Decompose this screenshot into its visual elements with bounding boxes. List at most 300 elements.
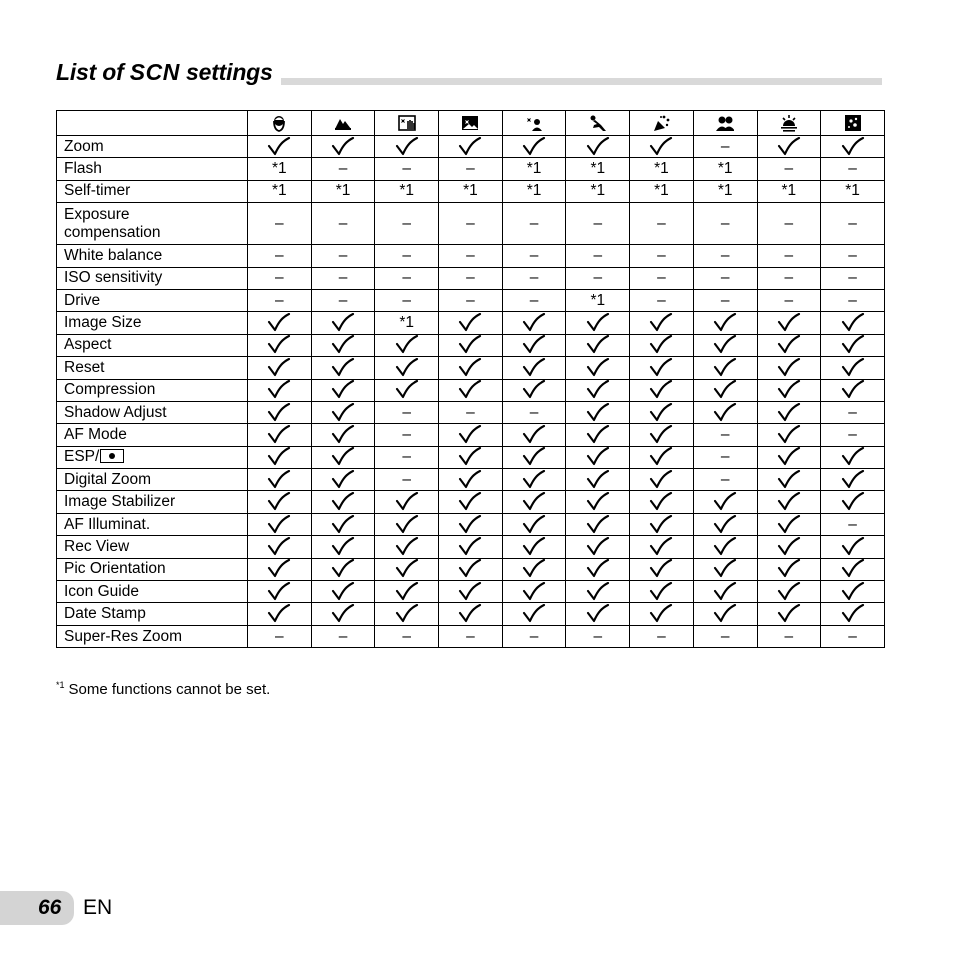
row-label-text: Digital Zoom: [64, 470, 151, 488]
checkmark-icon: [777, 470, 801, 490]
dash-value: –: [720, 269, 730, 287]
checkmark-icon: [586, 313, 610, 333]
dash-value: –: [848, 425, 857, 443]
checkmark-icon: [777, 335, 801, 355]
value-cell: [439, 513, 503, 535]
dash-value: –: [593, 246, 603, 264]
value-cell: [502, 401, 566, 423]
mode-header-cell: [439, 111, 503, 136]
value-cell: [821, 424, 885, 446]
dash-value: –: [657, 214, 666, 232]
row-label-text: Aspect: [64, 336, 112, 354]
value-cell: [502, 136, 566, 158]
value-cell: [757, 581, 821, 603]
checkmark-icon: [331, 470, 355, 490]
checkmark-icon: [395, 537, 419, 557]
checkmark-icon: [777, 313, 801, 333]
dash-value: –: [593, 627, 603, 645]
value-cell: [375, 581, 439, 603]
value-cell: [311, 536, 375, 558]
dash-value: –: [529, 403, 539, 421]
dash-value: –: [720, 448, 730, 466]
title-prefix: List of: [56, 59, 130, 85]
footnote-value: *1: [654, 182, 669, 200]
value-cell: [439, 581, 503, 603]
value-cell: [630, 267, 694, 289]
value-cell: [311, 558, 375, 580]
row-label: [57, 357, 248, 379]
checkmark-icon: [586, 470, 610, 490]
table-row: [57, 267, 885, 289]
checkmark-icon: [586, 137, 610, 157]
value-cell: [630, 136, 694, 158]
value-cell: [821, 536, 885, 558]
checkmark-icon: [458, 582, 482, 602]
value-cell: [821, 491, 885, 513]
checkmark-icon: [841, 335, 865, 355]
table-row: [57, 558, 885, 580]
value-cell: [439, 180, 503, 202]
table-header-row: [57, 111, 885, 136]
value-cell: [693, 536, 757, 558]
portrait-icon: [270, 114, 288, 132]
checkmark-icon: [458, 358, 482, 378]
table-row: [57, 136, 885, 158]
checkmark-icon: [649, 515, 673, 535]
value-cell: [630, 289, 694, 311]
value-cell: [375, 469, 439, 491]
value-cell: [757, 267, 821, 289]
value-cell: [630, 401, 694, 423]
checkmark-icon: [777, 380, 801, 400]
value-cell: [311, 401, 375, 423]
mode-header-cell: [311, 111, 375, 136]
value-cell: [375, 180, 439, 202]
value-cell: [630, 491, 694, 513]
value-cell: [375, 379, 439, 401]
dash-value: –: [275, 246, 284, 264]
value-cell: [630, 379, 694, 401]
value-cell: [821, 513, 885, 535]
page-number: 66: [38, 896, 62, 919]
checkmark-icon: [331, 447, 355, 467]
value-cell: [566, 446, 630, 468]
value-cell: [311, 136, 375, 158]
checkmark-icon: [586, 335, 610, 355]
value-cell: [566, 536, 630, 558]
checkmark-icon: [586, 358, 610, 378]
value-cell: [375, 491, 439, 513]
sport-icon: [589, 114, 607, 132]
value-cell: [439, 424, 503, 446]
value-cell: [693, 379, 757, 401]
value-cell: [502, 625, 566, 647]
footnote-value: *1: [781, 182, 797, 200]
dash-value: –: [466, 214, 475, 232]
value-cell: [757, 245, 821, 267]
dash-value: –: [848, 246, 857, 264]
value-cell: [439, 267, 503, 289]
table-body: [57, 111, 885, 648]
value-cell: [502, 180, 566, 202]
checkmark-icon: [267, 335, 291, 355]
checkmark-icon: [586, 559, 610, 579]
dash-value: –: [529, 214, 539, 232]
checkmark-icon: [777, 492, 801, 512]
value-cell: [630, 469, 694, 491]
value-cell: [566, 491, 630, 513]
checkmark-icon: [777, 403, 801, 423]
value-cell: [311, 469, 375, 491]
value-cell: [502, 536, 566, 558]
dash-value: –: [275, 627, 284, 645]
table-row: [57, 424, 885, 446]
dash-value: –: [466, 269, 475, 287]
value-cell: [693, 424, 757, 446]
value-cell: [566, 180, 630, 202]
value-cell: [248, 469, 312, 491]
dash-value: –: [338, 291, 348, 309]
dash-value: –: [848, 160, 857, 178]
value-cell: [439, 401, 503, 423]
checkmark-icon: [713, 403, 737, 423]
checkmark-icon: [841, 582, 865, 602]
value-cell: [757, 289, 821, 311]
checkmark-icon: [777, 582, 801, 602]
dash-value: –: [784, 291, 794, 309]
checkmark-icon: [841, 537, 865, 557]
checkmark-icon: [586, 380, 610, 400]
checkmark-icon: [713, 604, 737, 624]
row-label-text: Image Stabilizer: [64, 493, 176, 511]
value-cell: [566, 158, 630, 180]
row-label-text: Exposure compensation: [64, 205, 161, 241]
value-cell: [375, 536, 439, 558]
checkmark-icon: [395, 137, 419, 157]
table-row: [57, 446, 885, 468]
value-cell: [375, 203, 439, 245]
value-cell: [821, 603, 885, 625]
checkmark-icon: [713, 492, 737, 512]
value-cell: [821, 180, 885, 202]
checkmark-icon: [841, 380, 865, 400]
landscape-icon: [334, 114, 352, 132]
footnote-value: *1: [590, 182, 606, 200]
checkmark-icon: [649, 492, 673, 512]
value-cell: [693, 469, 757, 491]
value-cell: [375, 401, 439, 423]
dash-value: –: [466, 160, 475, 178]
row-label: [57, 180, 248, 202]
footnote-value: *1: [272, 182, 287, 200]
value-cell: [693, 136, 757, 158]
value-cell: [248, 379, 312, 401]
checkmark-icon: [267, 537, 291, 557]
table-row: [57, 536, 885, 558]
value-cell: [248, 581, 312, 603]
checkmark-icon: [777, 447, 801, 467]
spot-metering-icon: [100, 449, 124, 463]
checkmark-icon: [586, 582, 610, 602]
checkmark-icon: [586, 537, 610, 557]
footnote-value: *1: [526, 182, 542, 200]
checkmark-icon: [841, 358, 865, 378]
value-cell: [821, 446, 885, 468]
value-cell: [502, 289, 566, 311]
value-cell: [693, 312, 757, 334]
row-label-text: Image Size: [64, 314, 142, 332]
value-cell: [693, 267, 757, 289]
value-cell: [693, 491, 757, 513]
checkmark-icon: [331, 313, 355, 333]
row-label-text: Drive: [64, 291, 101, 309]
value-cell: [693, 334, 757, 356]
value-cell: [439, 245, 503, 267]
checkmark-icon: [841, 313, 865, 333]
checkmark-icon: [458, 559, 482, 579]
checkmark-icon: [649, 470, 673, 490]
checkmark-icon: [395, 515, 419, 535]
value-cell: [630, 357, 694, 379]
row-label: [57, 424, 248, 446]
value-cell: [248, 245, 312, 267]
row-label: [57, 469, 248, 491]
value-cell: [821, 158, 885, 180]
footnote-value: *1: [399, 182, 415, 200]
value-cell: [248, 136, 312, 158]
checkmark-icon: [395, 582, 419, 602]
value-cell: [630, 513, 694, 535]
mode-header-cell: [502, 111, 566, 136]
footnote-value: *1: [399, 314, 415, 332]
dash-value: –: [657, 269, 666, 287]
checkmark-icon: [522, 313, 546, 333]
value-cell: [821, 379, 885, 401]
value-cell: [502, 424, 566, 446]
value-cell: [821, 581, 885, 603]
dash-value: –: [848, 291, 857, 309]
checkmark-icon: [395, 335, 419, 355]
value-cell: [693, 245, 757, 267]
checkmark-icon: [841, 492, 865, 512]
checkmark-icon: [649, 559, 673, 579]
value-cell: [566, 469, 630, 491]
checkmark-icon: [458, 470, 482, 490]
row-label-text: Zoom: [64, 137, 104, 155]
value-cell: [566, 424, 630, 446]
indoor-portrait-icon: [716, 114, 734, 132]
row-label-text: Flash: [64, 160, 102, 178]
value-cell: [311, 158, 375, 180]
value-cell: [439, 469, 503, 491]
value-cell: [693, 603, 757, 625]
value-cell: [630, 245, 694, 267]
value-cell: [630, 446, 694, 468]
value-cell: [566, 357, 630, 379]
value-cell: [566, 267, 630, 289]
row-label: [57, 203, 248, 245]
value-cell: [248, 334, 312, 356]
header-empty-cell: [57, 111, 248, 136]
dash-value: –: [848, 515, 857, 533]
checkmark-icon: [458, 425, 482, 445]
checkmark-icon: [841, 604, 865, 624]
checkmark-icon: [458, 604, 482, 624]
checkmark-icon: [649, 425, 673, 445]
dash-value: –: [466, 627, 475, 645]
value-cell: [566, 245, 630, 267]
mode-header-cell: [821, 111, 885, 136]
table-row: [57, 625, 885, 647]
value-cell: [566, 625, 630, 647]
dash-value: –: [720, 627, 730, 645]
dash-value: –: [275, 291, 284, 309]
dash-value: –: [402, 470, 412, 488]
value-cell: [439, 203, 503, 245]
value-cell: [757, 357, 821, 379]
value-cell: [566, 289, 630, 311]
checkmark-icon: [522, 492, 546, 512]
row-label-text: ESP/: [64, 448, 100, 466]
value-cell: [693, 357, 757, 379]
row-label: [57, 312, 248, 334]
title-area: [56, 56, 882, 88]
value-cell: [502, 267, 566, 289]
checkmark-icon: [649, 582, 673, 602]
value-cell: [630, 558, 694, 580]
checkmark-icon: [331, 380, 355, 400]
row-label-text: Shadow Adjust: [64, 403, 167, 421]
fireworks-icon: [844, 114, 862, 132]
checkmark-icon: [458, 380, 482, 400]
value-cell: [248, 203, 312, 245]
value-cell: [630, 625, 694, 647]
night-portrait-icon: [525, 114, 543, 132]
checkmark-icon: [841, 559, 865, 579]
value-cell: [248, 180, 312, 202]
value-cell: [311, 625, 375, 647]
checkmark-icon: [267, 559, 291, 579]
dash-value: –: [466, 291, 475, 309]
value-cell: [821, 289, 885, 311]
value-cell: [821, 625, 885, 647]
dash-value: –: [275, 269, 284, 287]
table-row: [57, 513, 885, 535]
checkmark-icon: [777, 137, 801, 157]
row-label-text: Rec View: [64, 537, 130, 555]
value-cell: [757, 625, 821, 647]
mode-header-cell: [757, 111, 821, 136]
dash-value: –: [529, 246, 539, 264]
value-cell: [821, 245, 885, 267]
mode-header-cell: [630, 111, 694, 136]
checkmark-icon: [331, 604, 355, 624]
value-cell: [693, 158, 757, 180]
row-label: [57, 334, 248, 356]
value-cell: [248, 424, 312, 446]
value-cell: [566, 312, 630, 334]
value-cell: [566, 558, 630, 580]
row-label: [57, 491, 248, 513]
value-cell: [375, 446, 439, 468]
value-cell: [630, 536, 694, 558]
checkmark-icon: [777, 537, 801, 557]
dash-value: –: [529, 627, 539, 645]
table-row: [57, 401, 885, 423]
checkmark-icon: [841, 470, 865, 490]
value-cell: [439, 491, 503, 513]
value-cell: [821, 334, 885, 356]
checkmark-icon: [522, 380, 546, 400]
value-cell: [502, 334, 566, 356]
night-hand-held-icon: [398, 114, 416, 132]
value-cell: [248, 536, 312, 558]
value-cell: [566, 379, 630, 401]
dash-value: –: [402, 448, 412, 466]
value-cell: [311, 267, 375, 289]
dash-value: –: [784, 627, 794, 645]
checkmark-icon: [458, 137, 482, 157]
checkmark-icon: [331, 403, 355, 423]
checkmark-icon: [458, 537, 482, 557]
value-cell: [439, 558, 503, 580]
value-cell: [375, 513, 439, 535]
row-label-text: White balance: [64, 246, 163, 264]
value-cell: [375, 603, 439, 625]
value-cell: [248, 625, 312, 647]
value-cell: [757, 312, 821, 334]
mode-header-cell: [566, 111, 630, 136]
table-row: [57, 469, 885, 491]
value-cell: [630, 158, 694, 180]
value-cell: [248, 446, 312, 468]
value-cell: [757, 334, 821, 356]
checkmark-icon: [713, 537, 737, 557]
checkmark-icon: [713, 582, 737, 602]
value-cell: [821, 267, 885, 289]
dash-value: –: [338, 214, 348, 232]
dash-value: –: [657, 627, 666, 645]
row-label: [57, 158, 248, 180]
value-cell: [693, 203, 757, 245]
value-cell: [757, 158, 821, 180]
value-cell: [757, 558, 821, 580]
value-cell: [566, 401, 630, 423]
value-cell: [693, 180, 757, 202]
value-cell: [248, 558, 312, 580]
value-cell: [248, 603, 312, 625]
value-cell: [566, 203, 630, 245]
checkmark-icon: [841, 137, 865, 157]
checkmark-icon: [331, 425, 355, 445]
checkmark-icon: [331, 335, 355, 355]
value-cell: [248, 289, 312, 311]
table-row: [57, 312, 885, 334]
value-cell: [439, 446, 503, 468]
value-cell: [693, 446, 757, 468]
value-cell: [757, 603, 821, 625]
value-cell: [248, 267, 312, 289]
value-cell: [439, 289, 503, 311]
checkmark-icon: [331, 137, 355, 157]
dash-value: –: [338, 269, 348, 287]
mode-header-cell: [248, 111, 312, 136]
table-row: [57, 581, 885, 603]
value-cell: [757, 469, 821, 491]
checkmark-icon: [777, 559, 801, 579]
dash-value: –: [402, 160, 412, 178]
checkmark-icon: [777, 604, 801, 624]
